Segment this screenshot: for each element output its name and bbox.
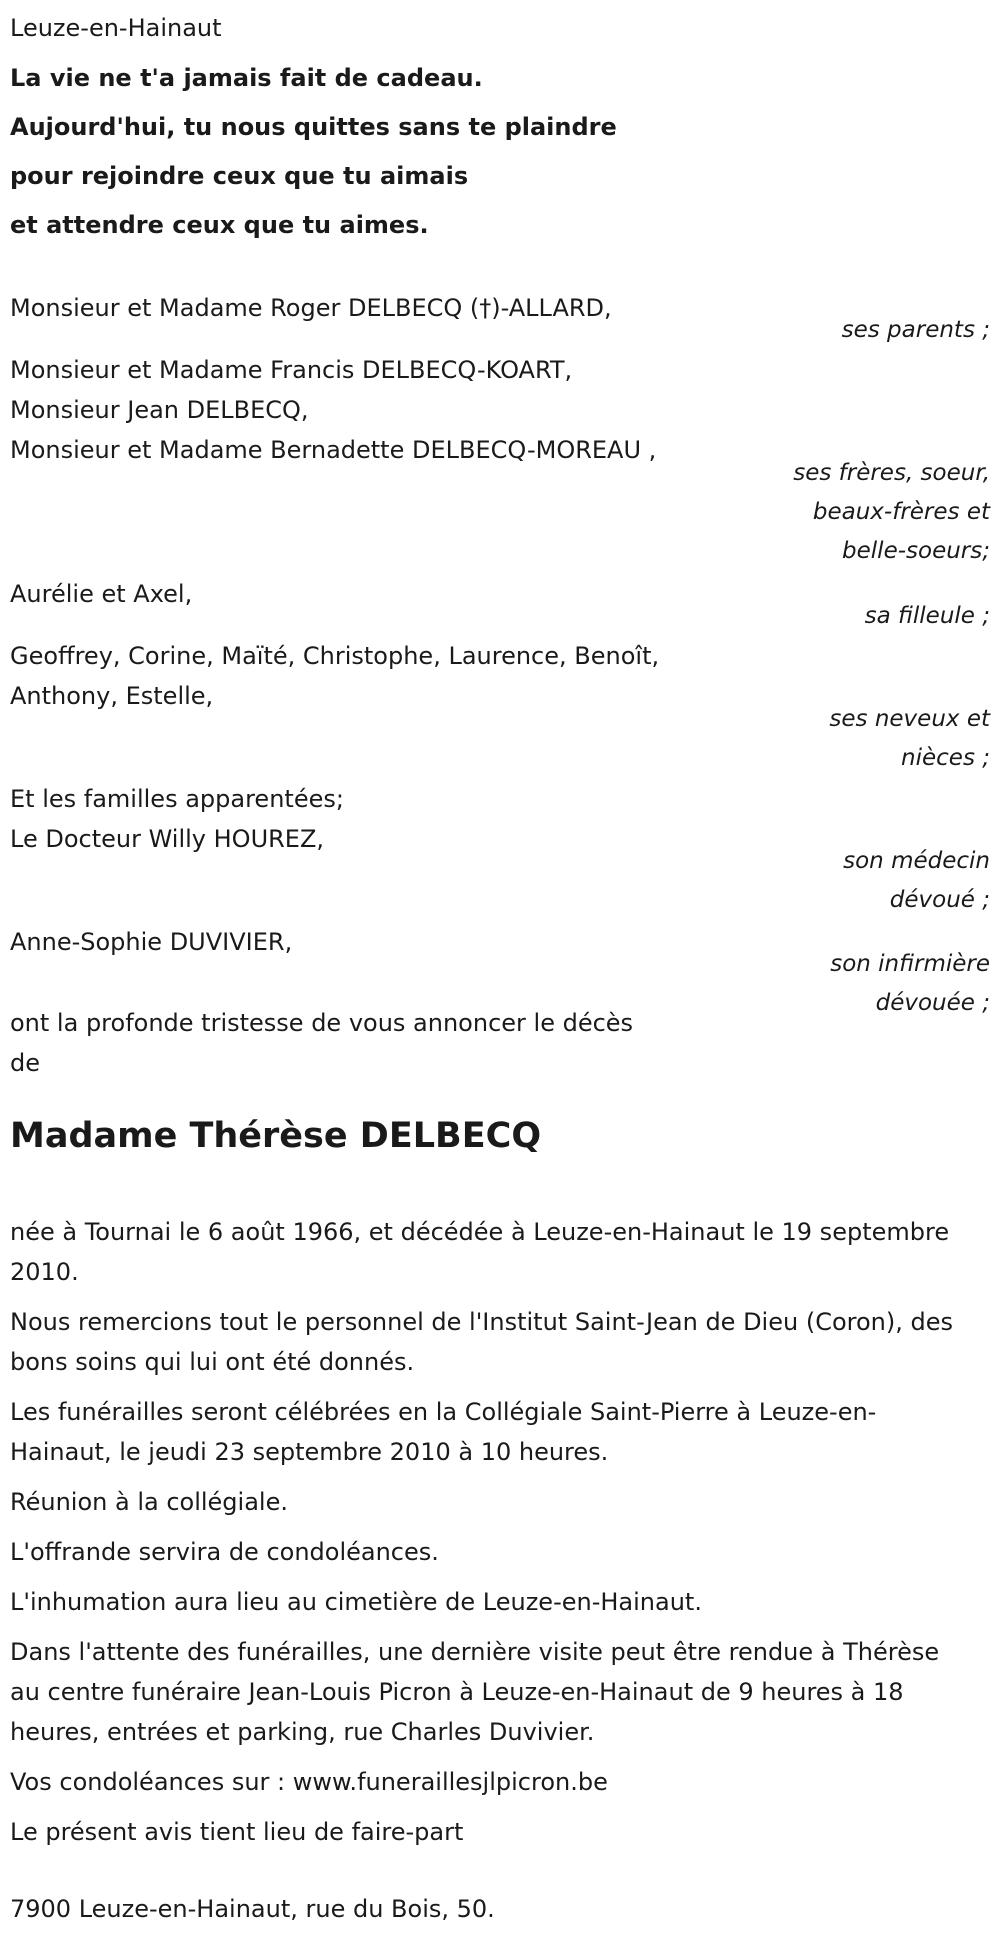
- relation-line: ses frères, soeur,: [793, 460, 990, 486]
- announcement-line: de: [10, 1049, 40, 1077]
- relation-line: belle-soeurs;: [842, 538, 990, 564]
- details-condolences: Vos condoléances sur : www.funeraillesjlpicron.be: [10, 1768, 608, 1796]
- relation-line: son médecin: [843, 848, 990, 874]
- details-birth-death: née à Tournai le 6 août 1966, et décédée à Leuze-en-Hainaut le 19 septembre 2010.: [10, 1218, 950, 1286]
- relation-line: dévouée ;: [875, 990, 990, 1016]
- details-burial: L'inhumation aura lieu au cimetière de Leuze-en-Hainaut.: [10, 1588, 702, 1616]
- nurse-name: Anne-Sophie DUVIVIER,: [10, 928, 293, 956]
- sibling-name: Monsieur Jean DELBECQ,: [10, 396, 309, 424]
- siblings-names: [10, 350, 656, 470]
- details-offering: L'offrande servira de condoléances.: [10, 1538, 439, 1566]
- nurse-relation: [730, 945, 990, 1023]
- details-funeral: Les funérailles seront célébrées en la Collégiale Saint-Pierre à Leuze-en-Hainaut, le jeudi 23 septembre 2010 à 10 heures.: [10, 1398, 877, 1466]
- poem-line: pour rejoindre ceux que tu aimais: [10, 162, 469, 190]
- poem-line: Aujourd'hui, tu nous quittes sans te plaindre: [10, 113, 617, 141]
- relation-line: son infirmière: [830, 951, 990, 977]
- nephews-line: Anthony, Estelle,: [10, 682, 214, 710]
- parents-names: Monsieur et Madame Roger DELBECQ (†)-ALLARD,: [10, 294, 612, 322]
- relation-line: ses neveux et: [829, 706, 990, 732]
- announcement: [10, 1003, 633, 1083]
- parents-relation: ses parents ;: [841, 317, 990, 343]
- poem-line: et attendre ceux que tu aimes.: [10, 211, 429, 239]
- goddaughter-names: Aurélie et Axel,: [10, 580, 193, 608]
- deceased-name: Madame Thérèse DELBECQ: [10, 1116, 542, 1156]
- related-families: Et les familles apparentées;: [10, 785, 344, 813]
- nephews-names: [10, 636, 659, 716]
- poem: [10, 54, 617, 250]
- relation-line: beaux-frères et: [812, 499, 990, 525]
- nephews-relation: [730, 700, 990, 778]
- nephews-line: Geoffrey, Corine, Maïté, Christophe, Laurence, Benoît,: [10, 642, 660, 670]
- details-thanks: Nous remercions tout le personnel de l'Institut Saint-Jean de Dieu (Coron), des bons soins qui lui ont été donnés.: [10, 1308, 953, 1376]
- sibling-name: Monsieur et Madame Francis DELBECQ-KOART,: [10, 356, 573, 384]
- details-visit: Dans l'attente des funérailles, une dernière visite peut être rendue à Thérèse au centre funéraire Jean-Louis Picron à Leuze-en-Hainaut de 9 heures à 18 heures, entrées et parking, rue Charles Duvivier.: [10, 1638, 940, 1746]
- sibling-name: Monsieur et Madame Bernadette DELBECQ-MOREAU ,: [10, 436, 657, 464]
- poem-line: La vie ne t'a jamais fait de cadeau.: [10, 64, 483, 92]
- details-meeting: Réunion à la collégiale.: [10, 1488, 288, 1516]
- relation-line: nièces ;: [901, 745, 990, 771]
- announcement-line: ont la profonde tristesse de vous annoncer le décès: [10, 1009, 634, 1037]
- goddaughter-relation: sa filleule ;: [864, 603, 990, 629]
- address: 7900 Leuze-en-Hainaut, rue du Bois, 50.: [10, 1895, 495, 1923]
- doctor-name: Le Docteur Willy HOUREZ,: [10, 825, 325, 853]
- doctor-relation: [730, 842, 990, 920]
- details-notice: Le présent avis tient lieu de faire-part: [10, 1818, 464, 1846]
- siblings-relation: [730, 454, 990, 571]
- city-heading: Leuze-en-Hainaut: [10, 14, 222, 42]
- relation-line: dévoué ;: [889, 887, 990, 913]
